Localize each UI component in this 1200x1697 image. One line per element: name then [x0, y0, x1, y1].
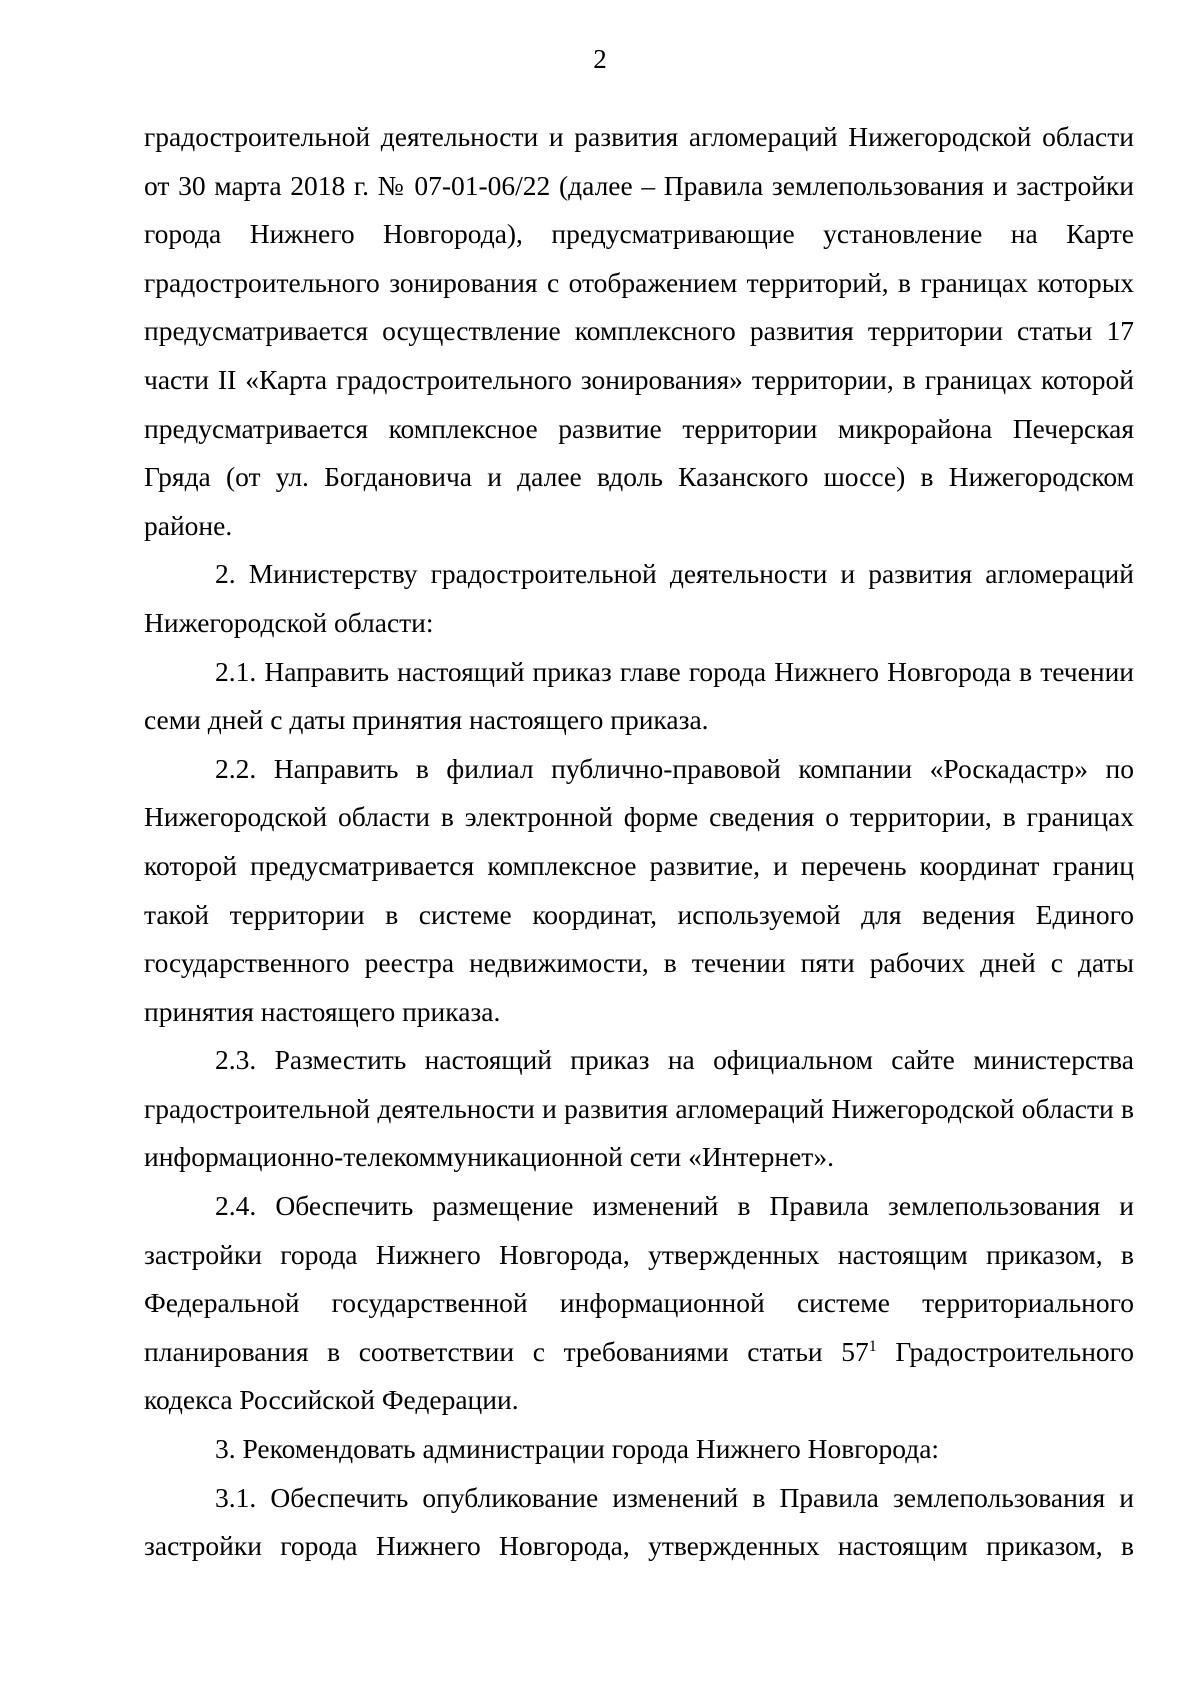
paragraph-item-2-4-tail: Градостроительного кодекса Российской Федерации.	[144, 1335, 1135, 1416]
superscript-article-number: 1	[868, 1337, 877, 1355]
paragraph-item-2-4	[144, 1182, 1134, 1425]
paragraph-item-2-1: 2.1. Направить настоящий приказ главе города Нижнего Новгорода в течении семи дней с даты принятия настоящего приказа.	[144, 655, 1134, 736]
paragraph-item-3: 3. Рекомендовать администрации города Нижнего Новгорода:	[215, 1433, 940, 1465]
paragraph-item-3-1: 3.1. Обеспечить опубликование изменений в Правила землепользования и застройки города Нижнего Новгорода, утвержденных настоящим приказом, в	[144, 1481, 1134, 1562]
paragraph-item-2: 2. Министерству градостроительной деятельности и развития агломераций Нижегородской области:	[144, 558, 1134, 638]
paragraph-continuation: градостроительной деятельности и развития агломераций Нижегородской области от 30 марта 2018 г. № 07-01-06/22 (далее – Правила землепользования и застройки города Нижнего Новгорода), предусматривающие установление на Карте градостроительного зонирования с отображением территорий, в границах которых предусматривается осуществление комплексного развития территории статьи 17 части II «Карта градостроительного зонирования» территории, в границах которой предусматривается комплексное развитие территории микрорайона Печерская Гряда (от ул. Богдановича и далее вдоль Казанского шоссе) в Нижегородском районе.	[144, 121, 1134, 541]
paragraph-item-2-3: 2.3. Разместить настоящий приказ на официальном сайте министерства градостроительной деятельности и развития агломераций Нижегородской области в информационно-телекоммуникационной сети «Интернет».	[144, 1044, 1134, 1173]
paragraph-item-2-2: 2.2. Направить в филиал публично-правовой компании «Роскадастр» по Нижегородской области в электронной форме сведения о территории, в границах которой предусматривается комплексное развитие, и перечень координат границ такой территории в системе координат, используемой для ведения Единого государственного реестра недвижимости, в течении пяти рабочих дней с даты принятия настоящего приказа.	[144, 752, 1134, 1027]
paragraph-item-2-4-text: 2.4. Обеспечить размещение изменений в Правила землепользования и застройки города Нижнего Новгорода, утвержденных настоящим приказом, в Федеральной государственной информационной системе территориального планирования в соответствии с требованиями статьи 57	[144, 1190, 1134, 1367]
document-body	[144, 113, 1134, 1571]
page-number: 2	[593, 44, 607, 74]
